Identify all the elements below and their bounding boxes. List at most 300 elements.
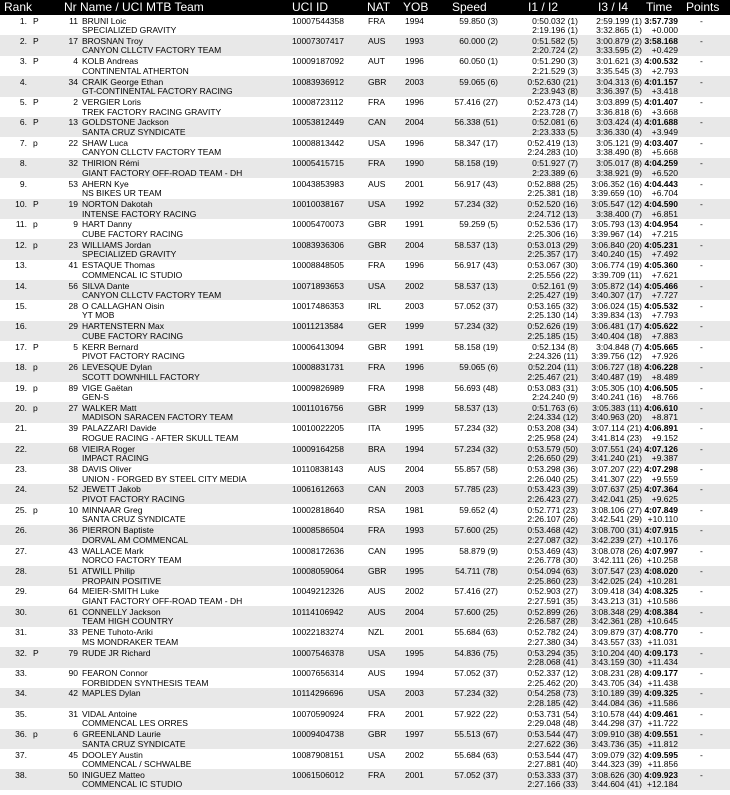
rider-name-cell: MINNAAR Greg (82, 504, 143, 515)
team-name-cell: NORCO FACTORY TEAM (82, 555, 182, 566)
split-i1-cell: 0:52.782 (24) (527, 627, 578, 638)
rank-cell: 20. (15, 402, 27, 413)
split-i3-cell: 3:05.017 (8) (596, 158, 642, 169)
nationality-cell: GBR (368, 219, 387, 230)
split-i3-cell: 3:03.899 (5) (596, 97, 642, 108)
finish-time-cell: 4:05.231 (644, 239, 678, 250)
finish-time-cell: 4:09.923 (644, 769, 678, 780)
team-name-cell: SCOTT DOWNHILL FACTORY (82, 371, 200, 382)
bib-number-cell: 89 (68, 382, 78, 393)
split-i3-cell: 3:07.547 (23) (591, 566, 642, 577)
nationality-cell: GBR (368, 566, 387, 577)
yob-cell: 2001 (405, 769, 424, 780)
finish-time-cell: 4:04.954 (644, 219, 678, 230)
nationality-cell: USA (368, 688, 386, 699)
speed-cell: 57.052 (37) (454, 668, 498, 678)
gap-cell: +2.793 (651, 65, 678, 76)
split-i4-cell: 3:39.834 (13) (591, 310, 642, 321)
bib-number-cell: 2 (73, 97, 78, 108)
team-name-cell: CONTINENTAL ATHERTON (82, 65, 189, 76)
rider-name-cell: GOLDSTONE Jackson (82, 117, 169, 128)
bib-number-cell: 31 (68, 708, 78, 719)
split-i2-cell: 2:25.860 (23) (527, 575, 578, 586)
yob-cell: 1991 (405, 219, 424, 230)
uci-id-cell: 10114296696 (292, 688, 344, 699)
uci-id-cell: 10008813442 (292, 137, 345, 148)
table-row (0, 484, 730, 504)
points-cell: - (700, 423, 703, 434)
speed-cell: 55.513 (67) (454, 729, 498, 740)
table-row (0, 545, 730, 565)
split-i4-cell: 3:38.400 (7) (596, 208, 642, 219)
split-i1-cell: 0:51.927 (7) (532, 158, 578, 169)
split-i1-cell: 0:51.290 (3) (532, 56, 578, 67)
points-cell: - (700, 300, 703, 311)
rider-name-cell: KERR Bernard (82, 341, 139, 352)
points-cell: - (700, 504, 703, 515)
split-i4-cell: 3:40.240 (15) (591, 249, 642, 260)
split-i4-cell: 3:44.323 (39) (591, 759, 642, 770)
split-i2-cell: 2:25.381 (18) (527, 188, 578, 199)
split-i4-cell: 3:41.240 (21) (591, 453, 642, 464)
rank-cell: 7. (19, 137, 27, 148)
split-i3-cell: 3:08.626 (30) (591, 769, 642, 780)
nationality-cell: AUS (368, 464, 386, 475)
team-name-cell: MS MONDRAKER TEAM (82, 636, 179, 647)
speed-cell: 57.416 (27) (454, 97, 498, 108)
rank-cell: 15. (15, 300, 27, 311)
split-i1-cell: 0:52.473 (14) (527, 97, 578, 108)
nationality-cell: GBR (368, 729, 387, 740)
bib-number-cell: 51 (68, 566, 78, 577)
gap-cell: +10.645 (647, 616, 678, 627)
finish-time-cell: 4:09.173 (644, 647, 678, 658)
split-i1-cell: 0:53.579 (50) (527, 443, 578, 454)
split-i1-cell: 0:52.903 (27) (527, 586, 578, 597)
split-i2-cell: 2:26.423 (27) (527, 493, 578, 504)
finish-time-cell: 4:04.259 (644, 158, 678, 169)
category-cell: p (33, 729, 38, 740)
points-cell: - (700, 239, 703, 250)
bib-number-cell: 34 (68, 76, 78, 87)
yob-cell: 1996 (405, 260, 424, 271)
table-row (0, 362, 730, 382)
bib-number-cell: 9 (73, 219, 78, 230)
nationality-cell: AUS (368, 668, 386, 678)
points-cell: - (700, 586, 703, 597)
gap-cell: +10.281 (647, 575, 678, 586)
rank-cell: 26. (15, 525, 27, 536)
speed-cell: 58.537 (13) (454, 239, 498, 250)
split-i1-cell: 0:51.582 (5) (532, 35, 578, 46)
team-name-cell: COMMENCAL LES ORRES (82, 718, 188, 729)
split-i1-cell: 0:52.081 (6) (532, 117, 578, 128)
rider-name-cell: RUDE JR Richard (82, 647, 151, 658)
split-i4-cell: 3:39.659 (10) (591, 188, 642, 199)
split-i2-cell: 2:27.380 (34) (527, 636, 578, 647)
rank-cell: 12. (15, 239, 27, 250)
rider-name-cell: THIRION Rémi (82, 158, 140, 169)
points-cell: - (700, 260, 703, 271)
team-name-cell: GEN-S (82, 392, 109, 403)
nationality-cell: USA (368, 749, 386, 760)
category-cell: P (33, 56, 39, 67)
rank-cell: 13. (15, 260, 27, 271)
speed-cell: 57.785 (23) (454, 484, 498, 495)
rank-cell: 9. (19, 178, 27, 189)
team-name-cell: SANTA CRUZ SYNDICATE (82, 514, 186, 525)
points-cell: - (700, 280, 703, 291)
speed-cell: 57.052 (37) (454, 769, 498, 780)
split-i4-cell: 3:42.541 (29) (591, 514, 642, 525)
bib-number-cell: 43 (68, 545, 78, 556)
split-i4-cell: 3:40.241 (16) (591, 392, 642, 403)
split-i4-cell: 3:44.298 (37) (591, 718, 642, 729)
points-cell: - (700, 321, 703, 332)
col-uci-id: UCI ID (292, 0, 328, 14)
split-i3-cell: 3:08.078 (26) (591, 545, 642, 556)
uci-id-cell: 10009164258 (292, 443, 345, 454)
rider-name-cell: BRUNI Loic (82, 15, 127, 26)
uci-id-cell: 10008172636 (292, 545, 345, 556)
finish-time-cell: 4:05.532 (644, 300, 678, 311)
nationality-cell: GER (368, 321, 387, 332)
split-i4-cell: 3:39.967 (14) (591, 228, 642, 239)
uci-id-cell: 10008586504 (292, 525, 345, 536)
rank-cell: 5. (19, 97, 27, 108)
rider-name-cell: JEWETT Jakob (82, 484, 141, 495)
split-i1-cell: 0:53.469 (43) (527, 545, 578, 556)
rider-name-cell: MAPLES Dylan (82, 688, 141, 699)
table-row (0, 341, 730, 361)
points-cell: - (700, 362, 703, 373)
rider-name-cell: HART Danny (82, 219, 132, 230)
yob-cell: 1995 (405, 566, 424, 577)
rider-name-cell: VIGE Gaëtan (82, 382, 133, 393)
rider-name-cell: BROSNAN Troy (82, 35, 143, 46)
uci-id-cell: 10008848505 (292, 260, 345, 271)
split-i3-cell: 3:06.352 (16) (591, 178, 642, 189)
table-row (0, 382, 730, 402)
uci-id-cell: 10022183274 (292, 627, 345, 638)
finish-time-cell: 4:09.551 (644, 729, 678, 740)
yob-cell: 2003 (405, 484, 424, 495)
split-i3-cell: 3:07.551 (24) (591, 443, 642, 454)
bib-number-cell: 41 (68, 260, 78, 271)
team-name-cell: SPECIALIZED GRAVITY (82, 249, 177, 260)
split-i3-cell: 3:10.204 (40) (591, 647, 642, 658)
points-cell: - (700, 97, 703, 108)
split-i4-cell: 3:42.025 (24) (591, 575, 642, 586)
uci-id-cell: 10008831731 (292, 362, 345, 373)
gap-cell: +6.851 (651, 208, 678, 219)
bib-number-cell: 10 (68, 504, 78, 515)
category-cell: p (33, 239, 38, 250)
yob-cell: 1999 (405, 402, 424, 413)
speed-cell: 58.879 (9) (459, 545, 498, 556)
points-cell: - (700, 35, 703, 46)
split-i4-cell: 3:42.111 (26) (592, 555, 642, 566)
nationality-cell: CAN (368, 545, 386, 556)
split-i1-cell: 0:54.258 (73) (527, 688, 578, 699)
yob-cell: 2003 (405, 688, 424, 699)
split-i3-cell: 3:05.121 (9) (596, 137, 642, 148)
table-row (0, 647, 730, 667)
speed-cell: 58.537 (13) (454, 402, 498, 413)
split-i1-cell: 0:52.204 (11) (528, 362, 578, 373)
points-cell: - (700, 117, 703, 128)
table-row (0, 219, 730, 239)
split-i2-cell: 2:23.728 (7) (532, 106, 578, 117)
finish-time-cell: 4:05.665 (644, 341, 678, 352)
gap-cell: +7.492 (651, 249, 678, 260)
gap-cell: +8.871 (651, 412, 678, 423)
rider-name-cell: O CALLAGHAN Oisin (82, 300, 165, 311)
speed-cell: 57.234 (32) (454, 443, 498, 454)
nationality-cell: GBR (368, 76, 387, 87)
split-i1-cell: 0:52.899 (26) (527, 606, 578, 617)
table-row (0, 199, 730, 219)
rider-name-cell: INIGUEZ Matteo (82, 769, 145, 780)
bib-number-cell: 90 (68, 668, 78, 678)
team-name-cell: DORVAL AM COMMENCAL (82, 534, 189, 545)
rank-cell: 28. (15, 566, 27, 577)
split-i2-cell: 2:27.087 (32) (527, 534, 578, 545)
rider-name-cell: PIERRON Baptiste (82, 525, 154, 536)
uci-id-cell: 10010038167 (292, 199, 345, 210)
split-i3-cell: 3:04.848 (7) (596, 341, 642, 352)
table-row (0, 729, 730, 749)
gap-cell: +10.258 (647, 555, 678, 566)
finish-time-cell: 4:01.157 (644, 76, 678, 87)
gap-cell: +10.176 (647, 534, 678, 545)
rider-name-cell: CONNELLY Jackson (82, 606, 161, 617)
team-name-cell: IMPACT RACING (82, 453, 149, 464)
gap-cell: +11.434 (647, 657, 678, 668)
nationality-cell: CAN (368, 117, 386, 128)
yob-cell: 2004 (405, 117, 424, 128)
gap-cell: +3.668 (651, 106, 678, 117)
rank-cell: 23. (15, 464, 27, 475)
yob-cell: 2002 (405, 586, 424, 597)
rider-name-cell: WILLIAMS Jordan (82, 239, 151, 250)
uci-id-cell: 10049212326 (292, 586, 345, 597)
team-name-cell: GIANT FACTORY OFF-ROAD TEAM - DH (82, 595, 243, 606)
bib-number-cell: 64 (68, 586, 78, 597)
gap-cell: +11.856 (647, 759, 678, 770)
split-i1-cell: 0:53.165 (32) (527, 300, 578, 311)
team-name-cell: ROGUE RACING - AFTER SKULL TEAM (82, 432, 239, 443)
yob-cell: 1995 (405, 647, 424, 658)
yob-cell: 1990 (405, 158, 424, 169)
split-i4-cell: 3:39.756 (12) (591, 351, 642, 362)
uci-id-cell: 10114106942 (292, 606, 344, 617)
split-i1-cell: 0:52.134 (8) (532, 341, 578, 352)
table-row (0, 423, 730, 443)
nationality-cell: FRA (368, 708, 385, 719)
split-i4-cell: 3:38.921 (9) (596, 167, 642, 178)
team-name-cell: MADISON SARACEN FACTORY TEAM (82, 412, 233, 423)
rider-name-cell: HARTENSTERN Max (82, 321, 165, 332)
split-i2-cell: 2:24.334 (12) (527, 412, 578, 423)
table-row (0, 300, 730, 320)
team-name-cell: PROPAIN POSITIVE (82, 575, 162, 586)
uci-id-cell: 10061612663 (292, 484, 345, 495)
points-cell: - (700, 56, 703, 67)
speed-cell: 58.158 (19) (454, 341, 498, 352)
finish-time-cell: 4:07.997 (644, 545, 678, 556)
finish-time-cell: 4:07.915 (644, 525, 678, 536)
gap-cell: +10.586 (647, 595, 678, 606)
bib-number-cell: 13 (68, 117, 78, 128)
col-nat: NAT (367, 0, 391, 14)
gap-cell: +3.949 (651, 126, 678, 137)
category-cell: P (33, 15, 39, 26)
team-name-cell: TEAM HIGH COUNTRY (82, 616, 174, 627)
split-i3-cell: 3:03.424 (4) (596, 117, 642, 128)
rider-name-cell: SILVA Dante (82, 280, 130, 291)
nationality-cell: RSA (368, 504, 386, 515)
split-i2-cell: 2:25.462 (20) (527, 677, 578, 688)
team-name-cell: PIVOT FACTORY RACING (82, 351, 185, 362)
uci-id-cell: 10007546378 (292, 647, 345, 658)
rider-name-cell: CRAIK George Ethan (82, 76, 164, 87)
nationality-cell: AUT (368, 56, 385, 67)
col-nr-name-team: Nr Name / UCI MTB Team (64, 0, 204, 14)
rank-cell: 17. (15, 341, 27, 352)
table-row (0, 137, 730, 157)
split-i4-cell: 3:38.490 (8) (596, 147, 642, 158)
split-i4-cell: 3:40.963 (20) (591, 412, 642, 423)
rank-cell: 10. (15, 199, 27, 210)
split-i2-cell: 2:21.529 (3) (532, 65, 578, 76)
rider-name-cell: NORTON Dakotah (82, 199, 153, 210)
split-i4-cell: 3:41.307 (22) (591, 473, 642, 484)
category-cell: P (33, 35, 39, 46)
finish-time-cell: 4:08.384 (644, 606, 678, 617)
bib-number-cell: 11 (69, 15, 78, 26)
speed-cell: 57.600 (25) (454, 525, 498, 536)
split-i2-cell: 2:27.591 (35) (527, 595, 578, 606)
speed-cell: 57.600 (25) (454, 606, 498, 617)
finish-time-cell: 4:00.532 (644, 56, 678, 67)
split-i2-cell: 2:25.306 (16) (527, 228, 578, 239)
speed-cell: 56.338 (51) (454, 117, 498, 128)
team-name-cell: NS BIKES UR TEAM (82, 188, 162, 199)
table-row (0, 76, 730, 96)
team-name-cell: UNION - FORGED BY STEEL CITY MEDIA (82, 473, 247, 484)
uci-id-cell: 10007656314 (292, 668, 345, 678)
split-i4-cell: 3:43.557 (33) (591, 636, 642, 647)
finish-time-cell: 4:05.622 (644, 321, 678, 332)
team-name-cell: CUBE FACTORY RACING (82, 228, 184, 239)
split-i4-cell: 3:32.865 (1) (596, 25, 642, 35)
yob-cell: 1996 (405, 56, 424, 67)
team-name-cell: CANYON CLLCTV FACTORY TEAM (82, 45, 222, 56)
bib-number-cell: 26 (68, 362, 78, 373)
rank-cell: 14. (15, 280, 27, 291)
split-i1-cell: 0:53.333 (37) (527, 769, 578, 780)
split-i2-cell: 2:26.587 (28) (527, 616, 578, 627)
points-cell: - (700, 627, 703, 638)
split-i3-cell: 3:08.700 (31) (591, 525, 642, 536)
finish-time-cell: 4:07.126 (644, 443, 678, 454)
split-i3-cell: 3:05.793 (13) (591, 219, 642, 230)
team-name-cell: TREK FACTORY RACING GRAVITY (82, 106, 222, 117)
finish-time-cell: 4:06.891 (644, 423, 678, 434)
table-row (0, 708, 730, 728)
bib-number-cell: 5 (73, 341, 78, 352)
split-i4-cell: 3:42.041 (25) (591, 493, 642, 504)
yob-cell: 1994 (405, 668, 424, 678)
rider-name-cell: FEARON Connor (82, 668, 148, 678)
team-name-cell: GT-CONTINENTAL FACTORY RACING (82, 86, 233, 97)
bib-number-cell: 22 (68, 137, 78, 148)
gap-cell: +9.559 (651, 473, 678, 484)
split-i4-cell: 3:43.736 (35) (591, 738, 642, 749)
col-yob: YOB (403, 0, 429, 14)
gap-cell: +7.793 (651, 310, 678, 321)
finish-time-cell: 4:06.505 (644, 382, 678, 393)
split-i4-cell: 3:40.487 (19) (591, 371, 642, 382)
uci-id-cell: 10007544358 (292, 15, 345, 26)
gap-cell: +6.704 (651, 188, 678, 199)
table-row (0, 15, 730, 35)
finish-time-cell: 4:04.443 (644, 178, 678, 189)
rider-name-cell: AHERN Kye (82, 178, 129, 189)
rank-cell: 35. (15, 708, 27, 719)
split-i1-cell: 0:53.294 (35) (527, 647, 578, 658)
yob-cell: 2003 (405, 76, 424, 87)
rider-name-cell: MEIER-SMITH Luke (82, 586, 159, 597)
split-i2-cell: 2:19.196 (1) (532, 25, 578, 35)
uci-id-cell: 10083936912 (292, 76, 345, 87)
speed-cell: 57.234 (32) (454, 321, 498, 332)
rank-cell: 25. (15, 504, 27, 515)
rank-cell: 32. (15, 647, 27, 658)
rank-cell: 1. (19, 15, 27, 26)
finish-time-cell: 3:58.168 (644, 35, 678, 46)
nationality-cell: FRA (368, 15, 385, 26)
points-cell: - (700, 729, 703, 740)
gap-cell: +11.031 (647, 636, 678, 647)
table-row (0, 769, 730, 789)
split-i2-cell: 2:24.240 (9) (532, 392, 578, 403)
points-cell: - (700, 749, 703, 760)
split-i3-cell: 3:06.840 (20) (591, 239, 642, 250)
rank-cell: 27. (15, 545, 27, 556)
bib-number-cell: 45 (68, 749, 78, 760)
split-i2-cell: 2:25.958 (24) (527, 432, 578, 443)
points-cell: - (700, 606, 703, 617)
speed-cell: 60.000 (2) (459, 35, 498, 46)
split-i1-cell: 0:53.208 (34) (527, 423, 578, 434)
split-i4-cell: 3:44.084 (36) (591, 697, 642, 708)
split-i3-cell: 3:09.879 (37) (591, 627, 642, 638)
bib-number-cell: 50 (68, 769, 78, 780)
finish-time-cell: 4:09.595 (644, 749, 678, 760)
rank-cell: 24. (15, 484, 27, 495)
gap-cell: +9.625 (651, 493, 678, 504)
split-i3-cell: 3:06.024 (15) (591, 300, 642, 311)
bib-number-cell: 4 (73, 56, 78, 67)
uci-id-cell: 10071893653 (292, 280, 345, 291)
split-i3-cell: 3:08.231 (28) (591, 668, 642, 678)
split-i4-cell: 3:40.307 (17) (591, 290, 642, 301)
split-i2-cell: 2:25.357 (17) (527, 249, 578, 260)
points-cell: - (700, 15, 703, 26)
gap-cell: +7.215 (651, 228, 678, 239)
